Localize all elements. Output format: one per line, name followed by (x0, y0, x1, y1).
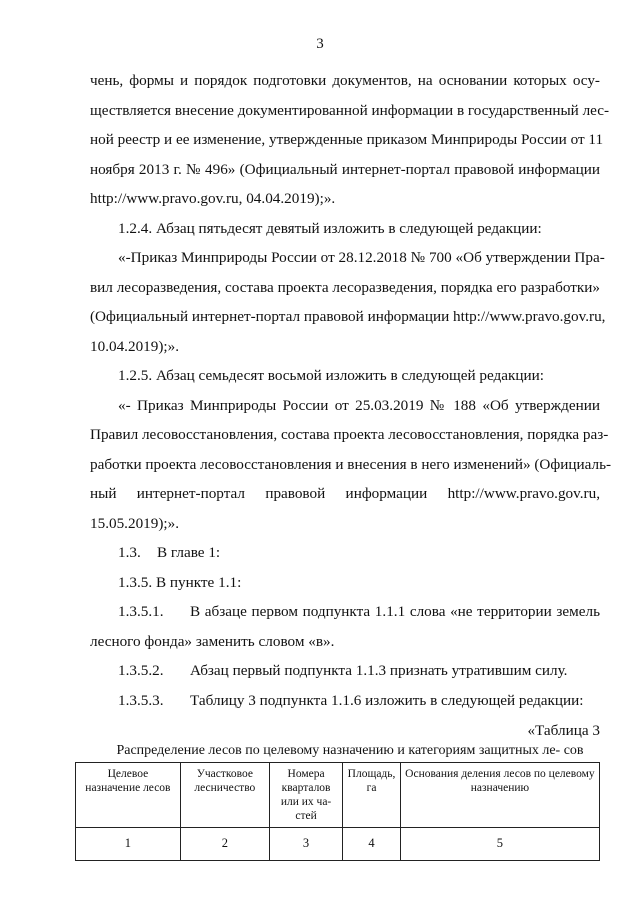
item-number: 1.3.5.2. (118, 662, 164, 679)
body-line: ществляется внесение документированной информации в государственный лес- (90, 102, 610, 119)
table-title-line1: Распределение лесов по целевому назначению и категориям защитных ле- (116, 743, 561, 758)
section-heading: 1.3.5. В пункте 1.1: (118, 574, 242, 591)
body-line: чень, формы и порядок подготовки документов, на основании которых осу- (90, 72, 600, 89)
table-row (76, 828, 600, 861)
body-line: (Официальный интернет-портал правовой информации http://www.pravo.gov.ru, (90, 308, 606, 325)
page-number: 3 (316, 36, 324, 52)
body-line: http://www.pravo.gov.ru, 04.04.2019);». (90, 190, 336, 207)
body-line: 1.2.5. Абзац семьдесят восьмой изложить в следующей редакции: (118, 367, 544, 384)
table-title (60, 741, 640, 761)
body-line: ный интернет-портал правовой информации http://www.pravo.gov.ru, (90, 485, 600, 502)
body-line: Правил лесовосстановления, состава проекта лесовосстановления, порядка раз- (90, 426, 609, 443)
item-number: 1.3.5.3. (118, 692, 164, 709)
table-label: «Таблица 3 (527, 722, 600, 739)
body-line: вил лесоразведения, состава проекта лесоразведения, порядка его разработки» (90, 279, 600, 296)
distribution-table (75, 762, 600, 861)
body-line: 10.04.2019);». (90, 338, 180, 355)
table-cell: 2 (180, 828, 269, 861)
body-line: «-Приказ Минприроды России от 28.12.2018 № 700 «Об утверждении Пра- (118, 249, 605, 266)
table-cell: 5 (400, 828, 599, 861)
table-header: Участковое лесничество (180, 763, 269, 828)
table-header: Целевое назначение лесов (76, 763, 181, 828)
table-cell: 3 (269, 828, 342, 861)
table-header: Основания деления лесов по целевому назначению (400, 763, 599, 828)
body-line: ноября 2013 г. № 496» (Официальный интернет-портал правовой информации (90, 161, 600, 178)
section-text: В главе 1: (157, 544, 221, 561)
section-number: 1.3. (118, 544, 141, 561)
body-line: 15.05.2019);». (90, 515, 180, 532)
table-header: Площадь, га (343, 763, 401, 828)
body-line: «- Приказ Минприроды России от 25.03.2019 № 188 «Об утверждении (118, 397, 600, 414)
table-cell: 4 (343, 828, 401, 861)
body-line: работки проекта лесовосстановления и внесения в него изменений» (Официаль- (90, 456, 612, 473)
table-title-line2: сов (563, 743, 584, 758)
body-line: лесного фонда» заменить словом «в». (90, 633, 335, 650)
table-header: Номера кварталов или их ча-стей (269, 763, 342, 828)
table-header-row (76, 763, 600, 828)
body-line: ной реестр и ее изменение, утвержденные приказом Минприроды России от 11 (90, 131, 604, 148)
item-text: Таблицу 3 подпункта 1.1.6 изложить в следующей редакции: (190, 692, 584, 709)
item-text: Абзац первый подпункта 1.1.3 признать утратившим силу. (190, 662, 568, 679)
item-text: В абзаце первом подпункта 1.1.1 слова «не территории земель (190, 603, 600, 620)
body-line: 1.2.4. Абзац пятьдесят девятый изложить в следующей редакции: (118, 220, 542, 237)
item-number: 1.3.5.1. (118, 603, 164, 620)
table-cell: 1 (76, 828, 181, 861)
